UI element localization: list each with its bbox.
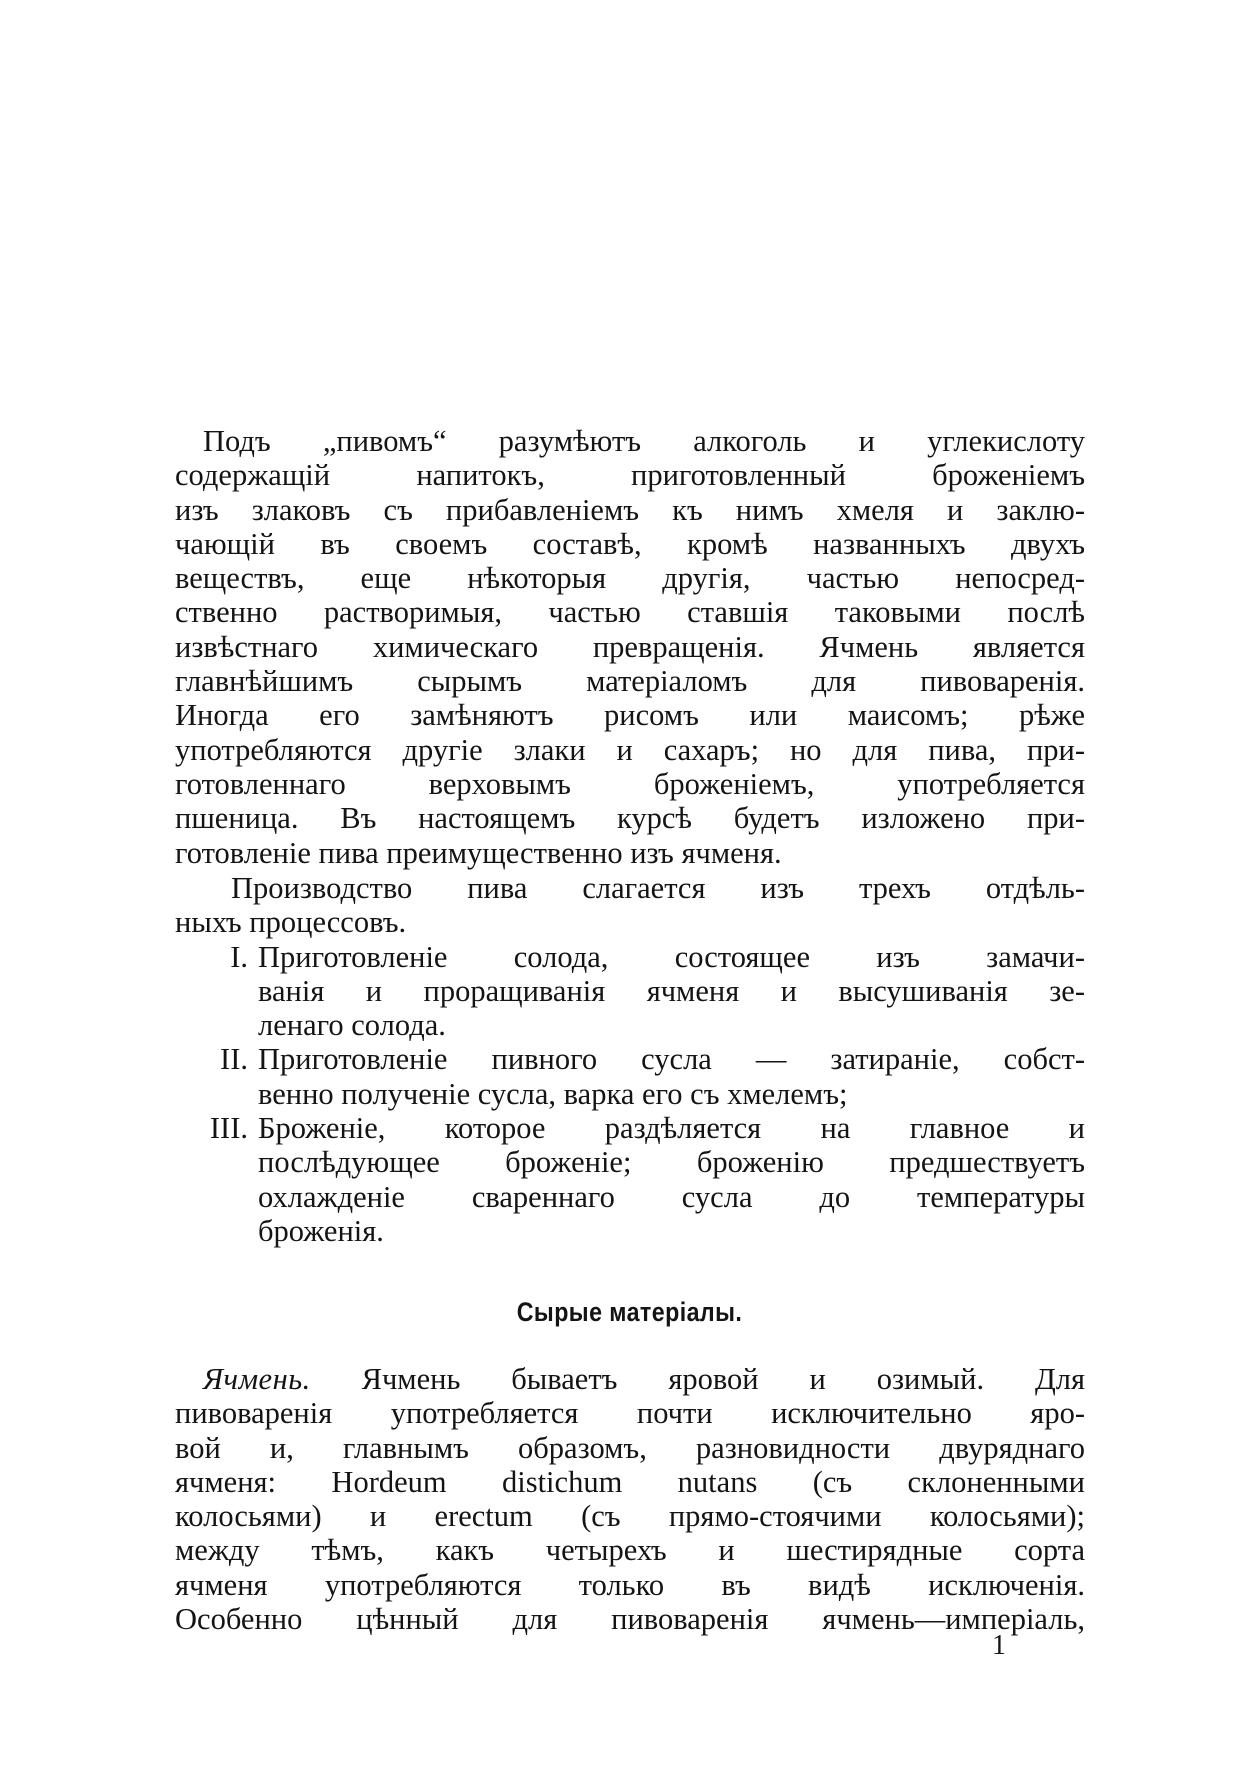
process-numeral: II. — [220, 1042, 248, 1077]
text-line: готовленнаго верховымъ броженіемъ, употребляется — [175, 766, 1085, 801]
process-numeral: III. — [209, 1111, 248, 1146]
text-line: Иногда его замѣняютъ рисомъ или маисомъ; рѣже — [175, 698, 1085, 733]
text-line: между тѣмъ, какъ четырехъ и шестирядные сорта — [175, 1533, 1085, 1568]
text-line: Производство пива слагается изъ трехъ отдѣль- — [231, 871, 1085, 905]
process-item-1 — [175, 940, 1085, 1043]
process-item-3 — [175, 1111, 1085, 1248]
text-line: венно полученіе сусла, варка его съ хмелемъ; — [258, 1076, 848, 1111]
text-line: ленаго солода. — [258, 1008, 446, 1043]
text-line: послѣдующее броженіе; броженію предшествуетъ — [258, 1145, 1085, 1180]
text-line: Приготовленіе пивного сусла — затираніе, собст- — [258, 1042, 1085, 1077]
text-line: ячменя: Hordeum distichum nutans (съ склоненными — [175, 1464, 1085, 1499]
text-line: главнѣйшимъ сырымъ матеріаломъ для пивоваренія. — [175, 664, 1085, 699]
term-barley: Ячмень. — [203, 1362, 311, 1396]
text-line: Особенно цѣнный для пивоваренія ячмень—имперіаль, — [175, 1602, 1085, 1637]
text-line — [175, 1362, 1085, 1396]
text-line: чающій въ своемъ составѣ, кромѣ названныхъ двухъ — [175, 526, 1085, 561]
text-line: Подъ „пивомъ“ разумѣютъ алкоголь и углекислоту — [203, 424, 1085, 458]
text-line: охлажденіе свареннаго сусла до температуры — [258, 1179, 1085, 1214]
page-number: 1 — [992, 1630, 1006, 1661]
text-line: пивоваренія употребляется почти исключительно яро- — [175, 1396, 1085, 1431]
process-item-2 — [175, 1042, 1085, 1111]
text-line: готовленіе пива преимущественно изъ ячменя. — [175, 835, 782, 870]
process-numeral: I. — [230, 939, 248, 974]
text-line: ванія и проращиванія ячменя и высушиванія зе- — [258, 973, 1085, 1008]
section-heading: Сырые матеріалы. — [516, 1297, 743, 1327]
text-line: содержащій напитокъ, приготовленный броженіемъ — [175, 458, 1085, 493]
text-line: ственно растворимыя, частью ставшія таковыми послѣ — [175, 595, 1085, 630]
intro-paragraph — [175, 424, 1085, 870]
text-line: Приготовленіе солода, состоящее изъ замачи- — [258, 939, 1085, 974]
barley-paragraph — [175, 1362, 1085, 1636]
text-line: Броженіе, которое раздѣляется на главное и — [258, 1111, 1085, 1146]
text-line: изъ злаковъ съ прибавленіемъ къ нимъ хмеля и заклю- — [175, 492, 1085, 527]
text-line: пшеница. Въ настоящемъ курсѣ будетъ изложено при- — [175, 801, 1085, 836]
text-line: вой и, главнымъ образомъ, разновидности двуряднаго — [175, 1430, 1085, 1465]
text-line: ныхъ процессовъ. — [175, 905, 407, 940]
text-line-rest: Ячмень бываетъ яровой и озимый. Для — [361, 1362, 1086, 1396]
text-line: броженія. — [258, 1213, 384, 1248]
text-line: ячменя употребляются только въ видѣ исключенія. — [175, 1567, 1085, 1602]
text-line: колосьями) и erectum (съ прямо-стоячими колосьями); — [175, 1499, 1085, 1534]
text-line: употребляются другіе злаки и сахаръ; но для пива, при- — [175, 732, 1085, 767]
processes-section — [175, 871, 1085, 1248]
text-line: извѣстнаго химическаго превращенія. Ячмень является — [175, 629, 1085, 664]
text-line: веществъ, еще нѣкоторыя другія, частью непосред- — [175, 561, 1085, 596]
